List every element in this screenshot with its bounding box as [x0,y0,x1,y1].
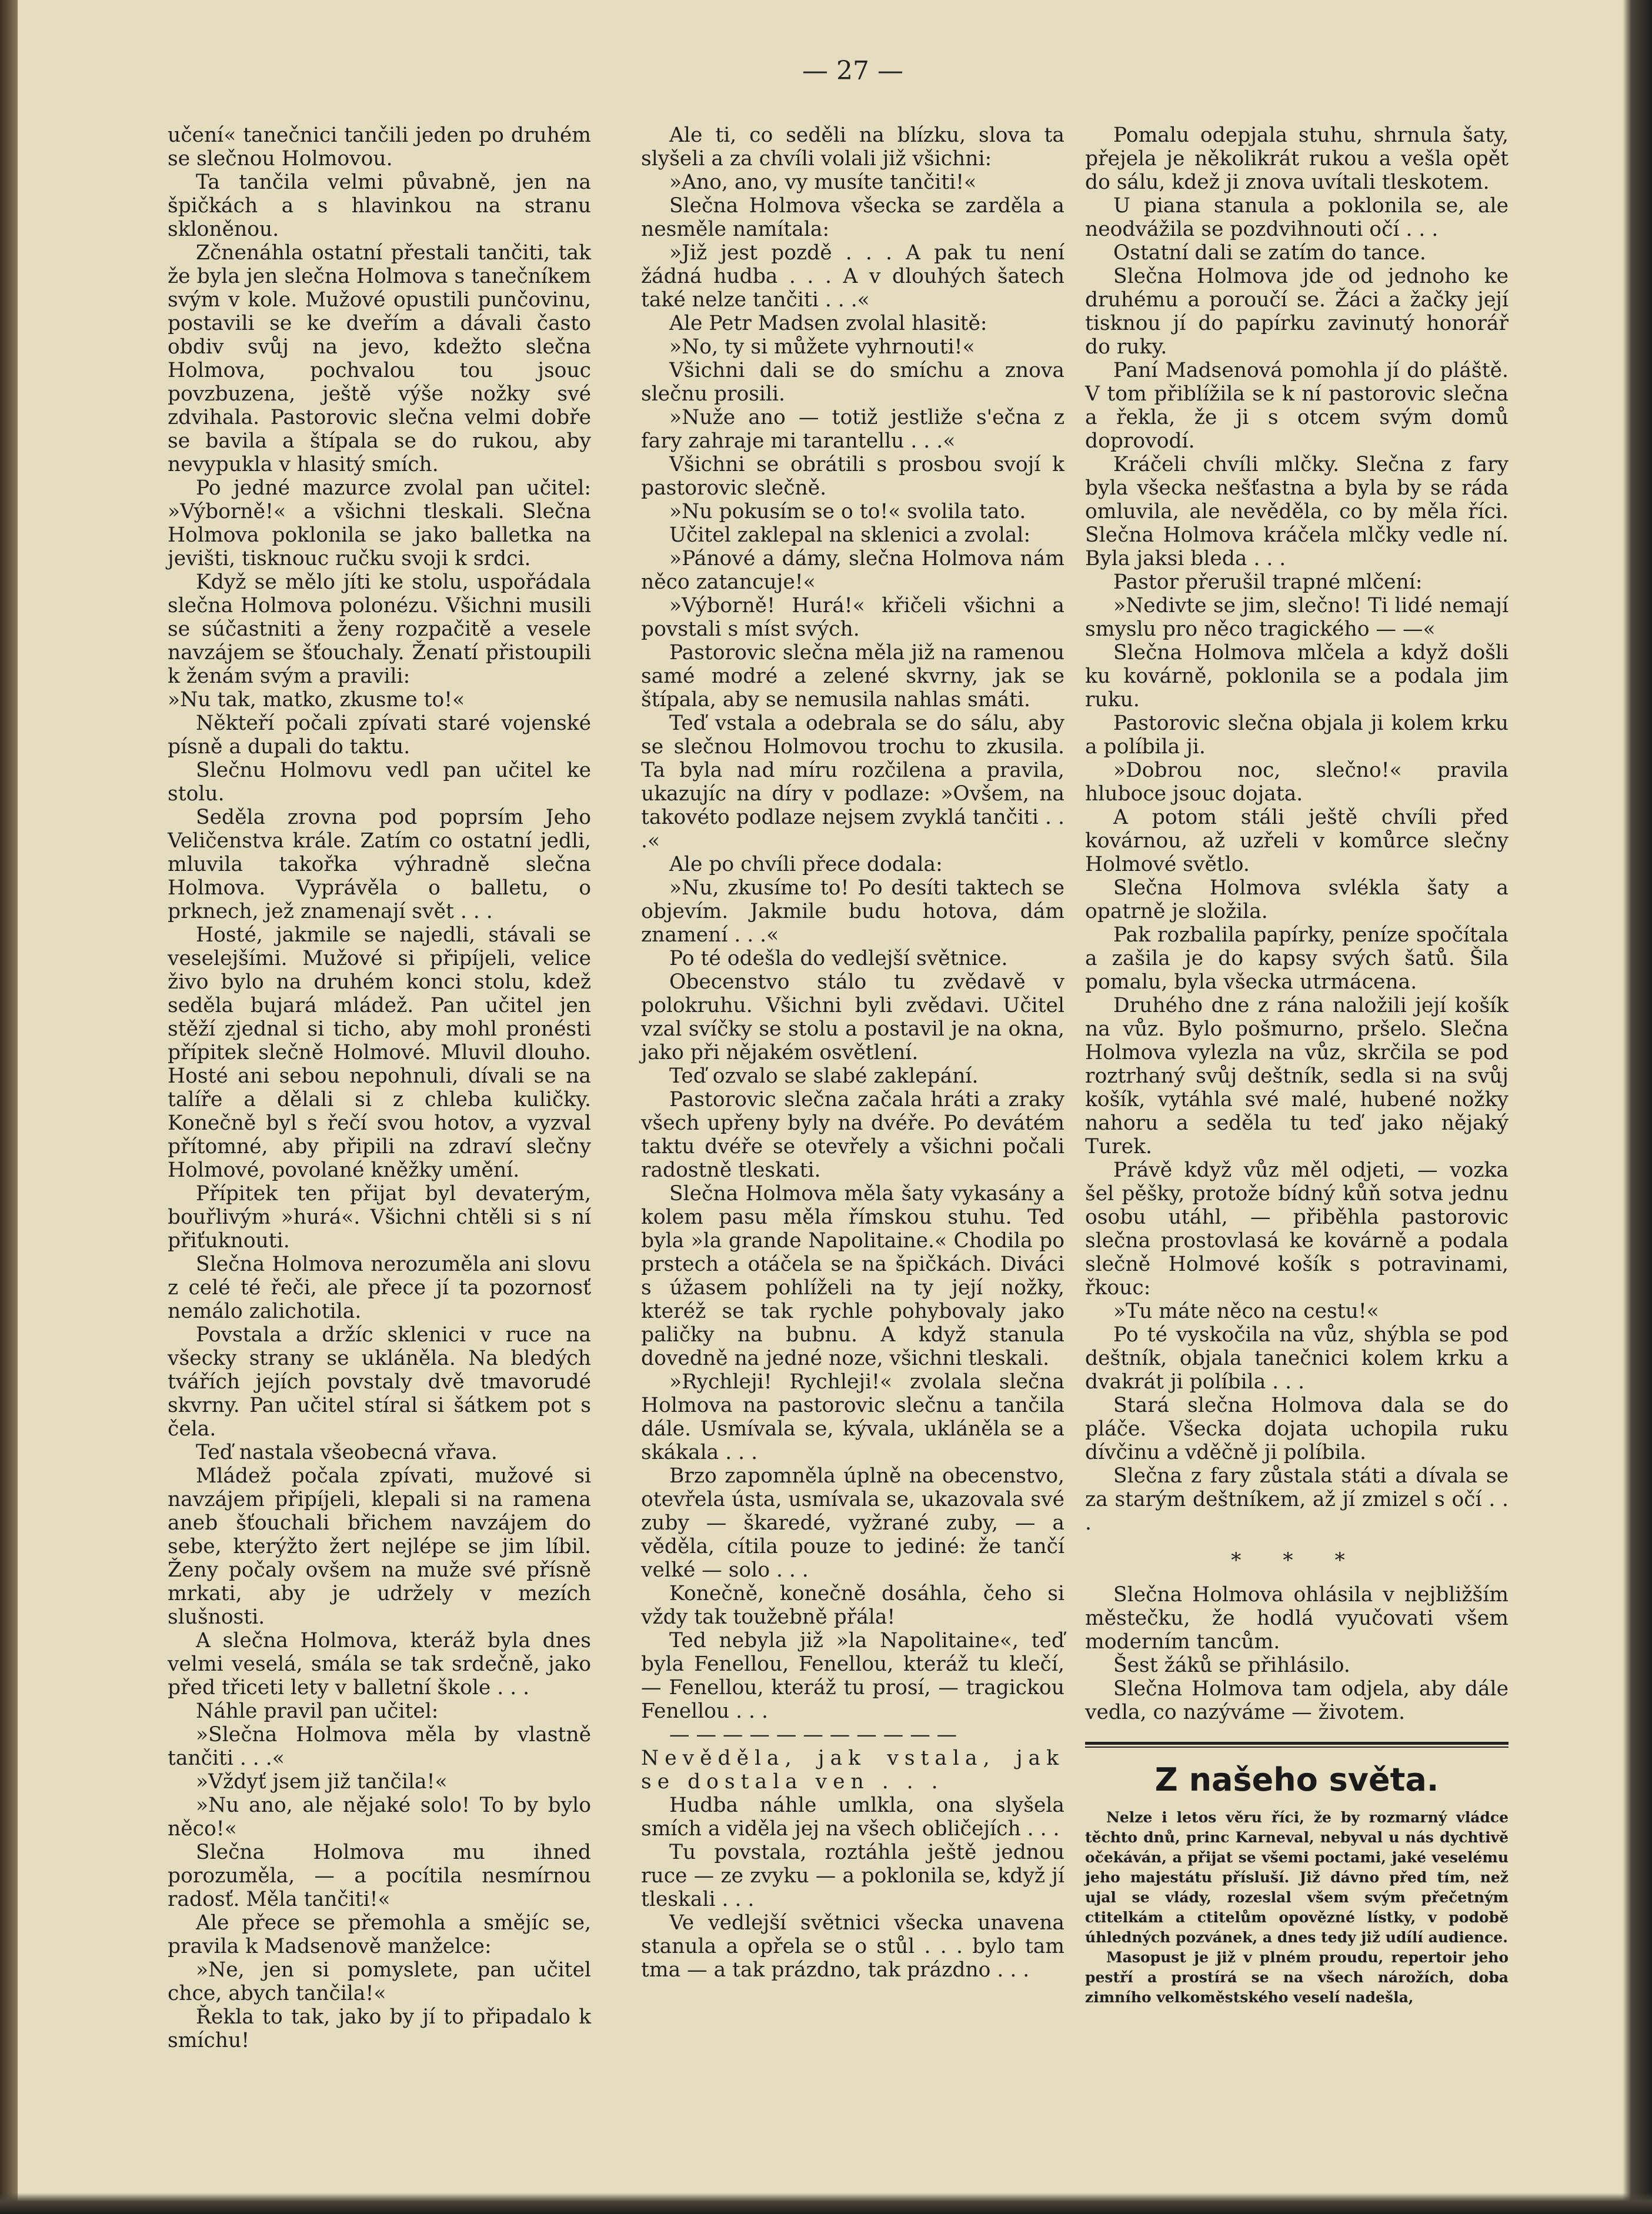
paragraph: Slečna Holmova ohlásila v nejbližším městečku, že hodlá vyučovati všem moderním tancům. [1085,1583,1509,1654]
paragraph: Po té odešla do vedlejší světnice. [669,947,1008,970]
paragraph: Slečna Holmova mlčela a když došli ku kovárně, poklonila se a podala jim ruku. [1085,641,1509,712]
page-bottom-edge [0,2193,1652,2214]
paragraph: »Slečna Holmova měla by vlastně tančiti . . .« [168,1723,591,1770]
paragraph: Slečna Holmova nerozuměla ani slovu z celé té řeči, ale přece jí ta pozornosť nemálo zalichotila. [168,1253,591,1323]
paragraph: »Nu ano, ale nějaké solo! To by bylo něco!« [168,1794,591,1841]
paragraph: Po té vyskočila na vůz, shýbla se pod deštník, objala tanečnici kolem krku a dvakrát ji políbila . . . [1085,1323,1509,1394]
paragraph: »Pánové a dámy, slečna Holmova nám něco zatancuje!« [641,547,1064,594]
asterism-separator: * * * [1231,1549,1363,1572]
paragraph: A slečna Holmova, kteráž byla dnes velmi veselá, smála se tak srdečně, jako před třiceti lety v balletní škole . . . [168,1629,591,1699]
page-right-edge [1623,0,1652,2214]
paragraph: Teď vstala a odebrala se do sálu, aby se slečnou Holmovou trochu to zkusila. Ta byla nad míru rozčilena a pravila, ukazujíc na díry v podlaze: »Ovšem, na takovéto podlaze nejsem zvyklá tančiti . . .« [641,712,1064,853]
text-column-1 [168,123,591,2052]
paragraph: Učitel zaklepal na sklenici a zvolal: [669,523,1031,547]
paragraph: Ted nebyla již »la Napolitaine«, teď byla Fenellou, Fenellou, kteráž tu klečí, — Fenellou, kteráž tu prosí, — tragickou Fenellou . . . [641,1629,1064,1723]
paragraph: Po jedné mazurce zvolal pan učitel: »Výborně!« a všichni tleskali. Slečna Holmova poklonila se jako balletka na jevišti, tisknouc ručku svoji k srdci. [168,476,591,570]
section-body [1085,1808,1509,2008]
paragraph: Řekla to tak, jako by jí to připadalo k smíchu! [168,2005,591,2052]
paragraph: »Ano, ano, vy musíte tančiti!« [669,171,977,194]
paragraph: »Tu máte něco na cestu!« [1113,1300,1379,1323]
paragraph: — — — — — — — — — — — [669,1723,957,1747]
paragraph: »Nu, zkusíme to! Po desíti taktech se objevím. Jakmile budu hotova, dám znamení . . .« [641,876,1064,947]
paragraph: Ve vedlejší světnici všecka unavena stanula a opřela se o stůl . . . bylo tam tma — a tak prázdno, tak prázdno . . . [641,1911,1064,1982]
paragraph: »No, ty si můžete vyhrnouti!« [669,335,975,359]
paragraph: Obecenstvo stálo tu zvědavě v polokruhu. Všichni byli zvědavi. Učitel vzal svíčky se stolu a postavil je na okna, jako při nějakém osvětlení. [641,970,1064,1064]
paragraph: Ostatní dali se zatím do tance. [1113,241,1426,265]
paragraph: Kráčeli chvíli mlčky. Slečna z fary byla všecka nešťastna a byla by se ráda omluvila, ale nevěděla, co by měla říci. Slečna Holmova kráčela mlčky vedle ní. Byla jaksi bleda . . . [1085,453,1509,570]
paragraph: Slečna Holmova jde od jednoho ke druhému a poroučí se. Žáci a žačky její tisknou jí do papírku zavinutý honorář do ruky. [1085,265,1509,359]
paragraph: Ale po chvíli přece dodala: [669,853,943,876]
paragraph: Zčnenáhla ostatní přestali tančiti, tak že byla jen slečna Holmova s tanečníkem svým v kole. Mužové opustili punčovinu, postavili se ke dveřím a dávali často obdiv svůj na jevo, kdežto slečna Holmova, pochvalou tou jsouc povzbuzena, ještě výše nožky své zdvihala. Pastorovic slečna velmi dobře se bavila a štípala se do rukou, aby nevypukla v hlasitý smích. [168,241,591,476]
paragraph: Když se mělo jíti ke stolu, uspořádala slečna Holmova polonézu. Všichni musili se súčastniti a ženy rozpačitě a vesele navzájem se šťouchaly. Ženatí přistoupili k ženám svým a pravili: [168,570,591,688]
section-rule-thick [1085,1742,1509,1745]
paragraph: Pastorovic slečna začala hráti a zraky všech upřeny byly na dvéře. Po devátém taktu dvéře se otevřely a všichni počali radostně tleskati. [641,1088,1064,1182]
paragraph: Teď ozvalo se slabé zaklepání. [669,1064,979,1088]
paragraph: Stará slečna Holmova dala se do pláče. Všecka dojata uchopila ruku dívčinu a vděčně ji políbila. [1085,1394,1509,1464]
paragraph: »Ne, jen si pomyslete, pan učitel chce, abych tančila!« [168,1958,591,2005]
paragraph: »Nuže ano — totiž jestliže s'ečna z fary zahraje mi tarantellu . . .« [641,406,1064,453]
paragraph: Ale Petr Madsen zvolal hlasitě: [669,312,987,335]
page-number: — 27 — [802,56,903,86]
paragraph: Právě když vůz měl odjeti, — vozka šel pěšky, protože bídný kůň sotva jednu osobu utáhl, — přiběhla pastorovic slečna prostovlasá ke kovárně a podala slečně Holmové košík s potravinami, řkouc: [1085,1158,1509,1300]
paragraph: Pastorovic slečna měla již na ramenou samé modré a zelené skvrny, jak se štípala, aby se nemusila nahlas smáti. [641,641,1064,712]
paragraph: Někteří počali zpívati staré vojenské písně a dupali do taktu. [168,712,591,759]
paragraph: A potom stáli ještě chvíli před kovárnou, až uzřeli v komůrce slečny Holmové světlo. [1085,806,1509,876]
paragraph: Ale ti, co seděli na blízku, slova ta slyšeli a za chvíli volali již všichni: [641,123,1064,171]
paragraph: U piana stanula a poklonila se, ale neodvážila se pozdvihnouti očí . . . [1085,194,1509,241]
section-separator: Nevěděla, jak vstala, jak se dostala ven . . . [641,1747,1064,1794]
paragraph: Masopust je již v plném proudu, repertoir jeho pestří a prostírá se na všech nárožích, doba zimního velkoměstského veselí nadešla, [1085,1949,1509,2006]
paragraph: Brzo zapomněla úplně na obecenstvo, otevřela ústa, usmívala se, ukazovala své zuby — škaredé, vyžrané zuby, — a věděla, cítila pouze to jediné: že tančí velké — solo . . . [641,1464,1064,1582]
paragraph: Všichni dali se do smíchu a znova slečnu prosili. [641,359,1064,406]
page-spine-shadow [0,0,18,2214]
paragraph: »Nu pokusím se o to!« svolila tato. [669,500,1026,523]
paragraph: Slečnu Holmovu vedl pan učitel ke stolu. [168,759,591,806]
text-column-3 [1085,123,1509,2008]
paragraph: Slečna Holmova měla šaty vykasány a kolem pasu měla římskou stuhu. Ted byla »la grande Napolitaine.« Chodila po prstech a otáčela se na špičkách. Diváci s úžasem pohlíželi na ty její nožky, kteréž se tak rychle pohybovaly jako paličky na bubnu. A když stanula dovedně na jedné noze, všichni tleskali. [641,1182,1064,1370]
paragraph: Šest žáků se přihlásilo. [1113,1654,1350,1677]
paragraph: Slečna Holmova všecka se zarděla a nesměle namítala: [641,194,1064,241]
paragraph: Tu povstala, roztáhla ještě jednou ruce — ze zvyku — a poklonila se, když jí tleskali . . . [641,1841,1064,1911]
paragraph: Všichni se obrátili s prosbou svojí k pastorovic slečně. [641,453,1064,500]
paragraph: Konečně, konečně dosáhla, čeho si vždy tak toužebně přála! [641,1582,1064,1629]
paragraph: Slečna Holmova svlékla šaty a opatrně je složila. [1085,876,1509,923]
paragraph: Seděla zrovna pod poprsím Jeho Veličenstva krále. Zatím co ostatní jedli, mluvila takořka výhradně slečna Holmova. Vyprávěla o balletu, o prknech, jež znamenají svět . . . [168,806,591,923]
paragraph: Druhého dne z rána naložili její košík na vůz. Bylo pošmurno, pršelo. Slečna Holmova vylezla na vůz, skrčila se pod roztrhaný svůj deštník, sedla si na svůj košík, vytáhla své malé, hubené nožky nahoru a seděla tu teď jako nějaký Turek. [1085,994,1509,1158]
paragraph: »Výborně! Hurá!« křičeli všichni a povstali s míst svých. [641,594,1064,641]
paragraph: »Nu tak, matko, zkusme to!« [168,688,465,712]
paragraph: Ta tančila velmi půvabně, jen na špičkách a s hlavinkou na stranu skloněnou. [168,171,591,241]
paragraph: Pak rozbalila papírky, peníze spočítala a zašila je do kapsy svých šatů. Šila pomalu, byla všecka utrmácena. [1085,923,1509,994]
paragraph: Slečna z fary zůstala státi a dívala se za starým deštníkem, až jí zmizel s očí . . . [1085,1464,1509,1535]
paragraph: Povstala a držíc sklenici v ruce na všecky strany se ukláněla. Na bledých tvářích jejích povstaly dvě tmavorudé skvrny. Pan učitel stíral si šátkem pot s čela. [168,1323,591,1441]
paragraph: Pastorovic slečna objala ji kolem krku a políbila ji. [1085,712,1509,759]
paragraph: Nelze i letos věru říci, že by rozmarný vládce těchto dnů, princ Karneval, nebyval u nás dychtivě očekáván, a přijat se všemi poctami, jaké veselému jeho majestátu přísluší. Již dávno před tím, než ujal se vlády, rozeslal všem svým přečetným ctitelkám a ctitelům opovězné lístky, v podobě úhledných pozvánek, a dnes tedy již udílí audience. [1085,1809,1509,1946]
paragraph: »Dobrou noc, slečno!« pravila hluboce jsouc dojata. [1085,759,1509,806]
paragraph: Náhle pravil pan učitel: [196,1699,439,1723]
paragraph: Mládež počala zpívati, mužové si navzájem připíjeli, klepali si na ramena aneb šťouchali břichem navzájem do sebe, kterýžto žert nejlépe se jim líbil. Ženy počaly ovšem na muže své přísně mrkati, aby je udržely v mezích slušnosti. [168,1464,591,1629]
paragraph: Slečna Holmova tam odjela, aby dále vedla, co nazýváme — životem. [1085,1677,1509,1724]
section-rule-thin [1085,1747,1509,1748]
section-title: Z našeho světa. [1154,1761,1439,1798]
paragraph: Pastor přerušil trapné mlčení: [1113,570,1423,594]
paragraph: »Vždyť jsem již tančila!« [196,1770,448,1794]
paragraph: »Již jest pozdě . . . A pak tu není žádná hudba . . . A v dlouhých šatech také nelze tančiti . . .« [641,241,1064,312]
paragraph: Hosté, jakmile se najedli, stávali se veselejšími. Mužové si připíjeli, velice živo bylo na druhém konci stolu, kdež seděla bujará mládež. Pan učitel jen stěží zjednal si ticho, aby mohl pronésti přípitek slečně Holmové. Mluvil dlouho. Hosté ani sebou nepohnuli, dívali se na talíře a dělali si z chleba kuličky. Konečně byl s řečí svou hotov, a vyzval přítomné, aby připili na zdraví slečny Holmové, povolané kněžky umění. [168,923,591,1182]
paragraph: učení« tanečnici tančili jeden po druhém se slečnou Holmovou. [168,123,591,171]
paragraph: Paní Madsenová pomohla jí do pláště. V tom přiblížila se k ní pastorovic slečna a řekla, že ji s otcem svým domů doprovodí. [1085,359,1509,453]
paragraph: Slečna Holmova mu ihned porozuměla, — a pocítila nesmírnou radosť. Měla tančiti!« [168,1841,591,1911]
paragraph: Hudba náhle umlkla, ona slyšela smích a viděla jej na všech obličejích . . . [641,1794,1064,1841]
paragraph: Přípitek ten přijat byl devaterým, bouřlivým »hurá«. Všichni chtěli si s ní přiťuknouti. [168,1182,591,1253]
paragraph: Teď nastala všeobecná vřava. [196,1441,498,1464]
paragraph: »Nedivte se jim, slečno! Ti lidé nemají smyslu pro něco tragického — —« [1085,594,1509,641]
paragraph: »Rychleji! Rychleji!« zvolala slečna Holmova na pastorovic slečnu a tančila dále. Usmívala se, kývala, ukláněla se a skákala . . . [641,1370,1064,1464]
paragraph: Ale přece se přemohla a smějíc se, pravila k Madsenově manželce: [168,1911,591,1958]
paragraph: Pomalu odepjala stuhu, shrnula šaty, přejela je několikrát rukou a vešla opět do sálu, kdež ji znova uvítali tleskotem. [1085,123,1509,194]
text-column-2 [641,123,1064,1982]
